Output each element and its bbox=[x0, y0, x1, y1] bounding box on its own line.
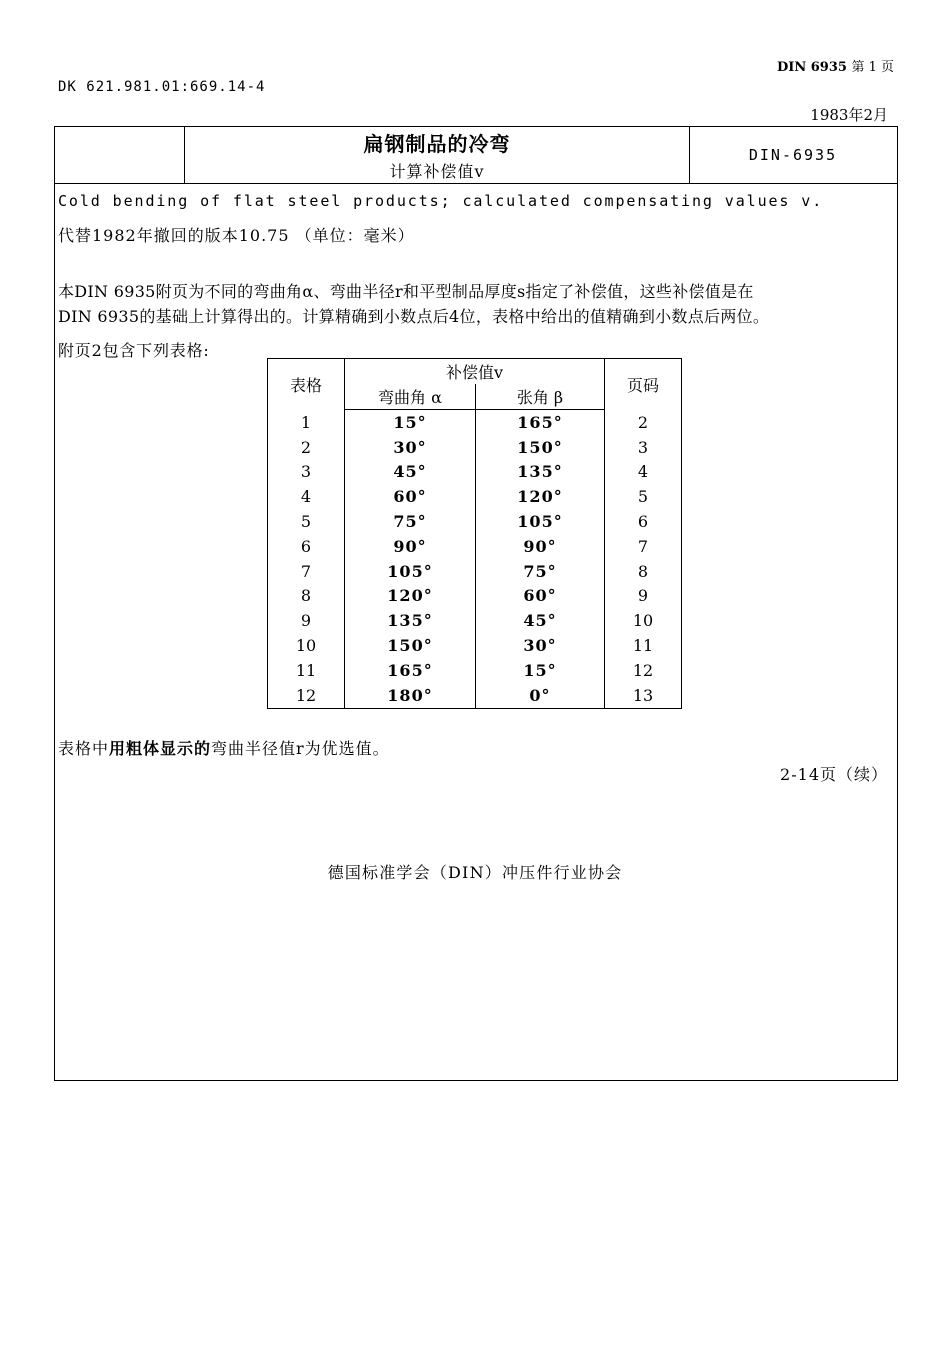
table-row bbox=[268, 633, 682, 658]
preferred-values-note bbox=[58, 736, 390, 759]
cell-table-number: 2 bbox=[268, 435, 345, 460]
cell-page: 5 bbox=[605, 484, 682, 509]
cell-opening-angle: 0° bbox=[476, 683, 605, 708]
cell-bend-angle: 60° bbox=[345, 484, 476, 509]
cell-table-number: 12 bbox=[268, 683, 345, 708]
intro-paragraph-line-2: DIN 6935的基础上计算得出的。计算精确到小数点后4位，表格中给出的值精确到小数点后两位。 bbox=[58, 307, 770, 326]
table-row bbox=[268, 435, 682, 460]
cell-opening-angle: 30° bbox=[476, 633, 605, 658]
cell-table-number: 11 bbox=[268, 658, 345, 683]
english-title: Cold bending of flat steel products; calculated compensating values v. bbox=[58, 192, 824, 210]
cell-page: 3 bbox=[605, 435, 682, 460]
cell-page: 4 bbox=[605, 460, 682, 485]
cell-table-number: 1 bbox=[268, 410, 345, 435]
cell-page: 11 bbox=[605, 633, 682, 658]
doc-ref: DIN 6935 bbox=[776, 60, 847, 75]
cell-bend-angle: 135° bbox=[345, 608, 476, 633]
cell-page: 10 bbox=[605, 608, 682, 633]
cell-page: 12 bbox=[605, 658, 682, 683]
note-suffix: 弯曲半径值r为优选值。 bbox=[211, 739, 390, 758]
continued-note: 2-14页（续） bbox=[780, 765, 888, 784]
note-bold: 用粗体显示的 bbox=[109, 739, 212, 758]
cell-bend-angle: 30° bbox=[345, 435, 476, 460]
cell-table-number: 5 bbox=[268, 509, 345, 534]
cell-opening-angle: 150° bbox=[476, 435, 605, 460]
cell-bend-angle: 75° bbox=[345, 509, 476, 534]
page-header bbox=[777, 56, 894, 75]
cell-opening-angle: 75° bbox=[476, 559, 605, 584]
cell-opening-angle: 165° bbox=[476, 410, 605, 435]
table-row bbox=[268, 484, 682, 509]
document-number: DIN-6935 bbox=[748, 145, 838, 164]
document-title: 扁钢制品的冷弯 bbox=[363, 132, 511, 156]
table-row bbox=[268, 460, 682, 485]
compensation-table-index bbox=[267, 358, 682, 709]
cell-page: 9 bbox=[605, 584, 682, 609]
cell-table-number: 7 bbox=[268, 559, 345, 584]
cell-opening-angle: 15° bbox=[476, 658, 605, 683]
cell-table-number: 4 bbox=[268, 484, 345, 509]
cell-page: 2 bbox=[605, 410, 682, 435]
tables-intro: 附页2包含下列表格: bbox=[58, 341, 210, 360]
intro-paragraph-line-1: 本DIN 6935附页为不同的弯曲角α、弯曲半径r和平型制品厚度s指定了补偿值，这些补偿值是在 bbox=[58, 282, 754, 301]
page-number: 第 1 页 bbox=[851, 60, 894, 75]
table-row bbox=[268, 658, 682, 683]
title-block-left-cell bbox=[54, 126, 185, 183]
cell-bend-angle: 180° bbox=[345, 683, 476, 708]
table-row bbox=[268, 534, 682, 559]
cell-opening-angle: 60° bbox=[476, 584, 605, 609]
cell-page: 7 bbox=[605, 534, 682, 559]
cell-table-number: 10 bbox=[268, 633, 345, 658]
cell-opening-angle: 105° bbox=[476, 509, 605, 534]
cell-opening-angle: 135° bbox=[476, 460, 605, 485]
table-row bbox=[268, 608, 682, 633]
dk-code: DK 621.981.01:669.14-4 bbox=[58, 79, 266, 95]
cell-table-number: 6 bbox=[268, 534, 345, 559]
cell-opening-angle: 120° bbox=[476, 484, 605, 509]
cell-bend-angle: 150° bbox=[345, 633, 476, 658]
cell-bend-angle: 105° bbox=[345, 559, 476, 584]
header-compensation-value: 补偿值v bbox=[345, 359, 605, 385]
replaces-note: 代替1982年撤回的版本10.75 （单位：毫米） bbox=[58, 226, 415, 245]
header-bend-angle: 弯曲角 α bbox=[345, 384, 476, 410]
note-prefix: 表格中 bbox=[58, 739, 110, 758]
cell-bend-angle: 15° bbox=[345, 410, 476, 435]
cell-bend-angle: 45° bbox=[345, 460, 476, 485]
cell-table-number: 3 bbox=[268, 460, 345, 485]
header-opening-angle: 张角 β bbox=[476, 384, 605, 410]
document-subtitle: 计算补偿值v bbox=[389, 162, 485, 181]
table-row bbox=[268, 509, 682, 534]
table-row bbox=[268, 410, 682, 435]
title-block-center-cell bbox=[185, 126, 690, 183]
cell-opening-angle: 45° bbox=[476, 608, 605, 633]
cell-page: 6 bbox=[605, 509, 682, 534]
header-page: 页码 bbox=[605, 359, 682, 410]
cell-bend-angle: 90° bbox=[345, 534, 476, 559]
association-name: 德国标准学会（DIN）冲压件行业协会 bbox=[327, 863, 623, 882]
table-row bbox=[268, 559, 682, 584]
cell-table-number: 8 bbox=[268, 584, 345, 609]
header-table: 表格 bbox=[268, 359, 345, 410]
cell-bend-angle: 120° bbox=[345, 584, 476, 609]
issue-date: 1983年2月 bbox=[810, 106, 888, 124]
cell-page: 13 bbox=[605, 683, 682, 708]
cell-bend-angle: 165° bbox=[345, 658, 476, 683]
cell-opening-angle: 90° bbox=[476, 534, 605, 559]
cell-table-number: 9 bbox=[268, 608, 345, 633]
cell-page: 8 bbox=[605, 559, 682, 584]
title-block bbox=[54, 126, 898, 184]
table-row bbox=[268, 584, 682, 609]
table-body bbox=[268, 410, 682, 709]
table-row bbox=[268, 683, 682, 708]
